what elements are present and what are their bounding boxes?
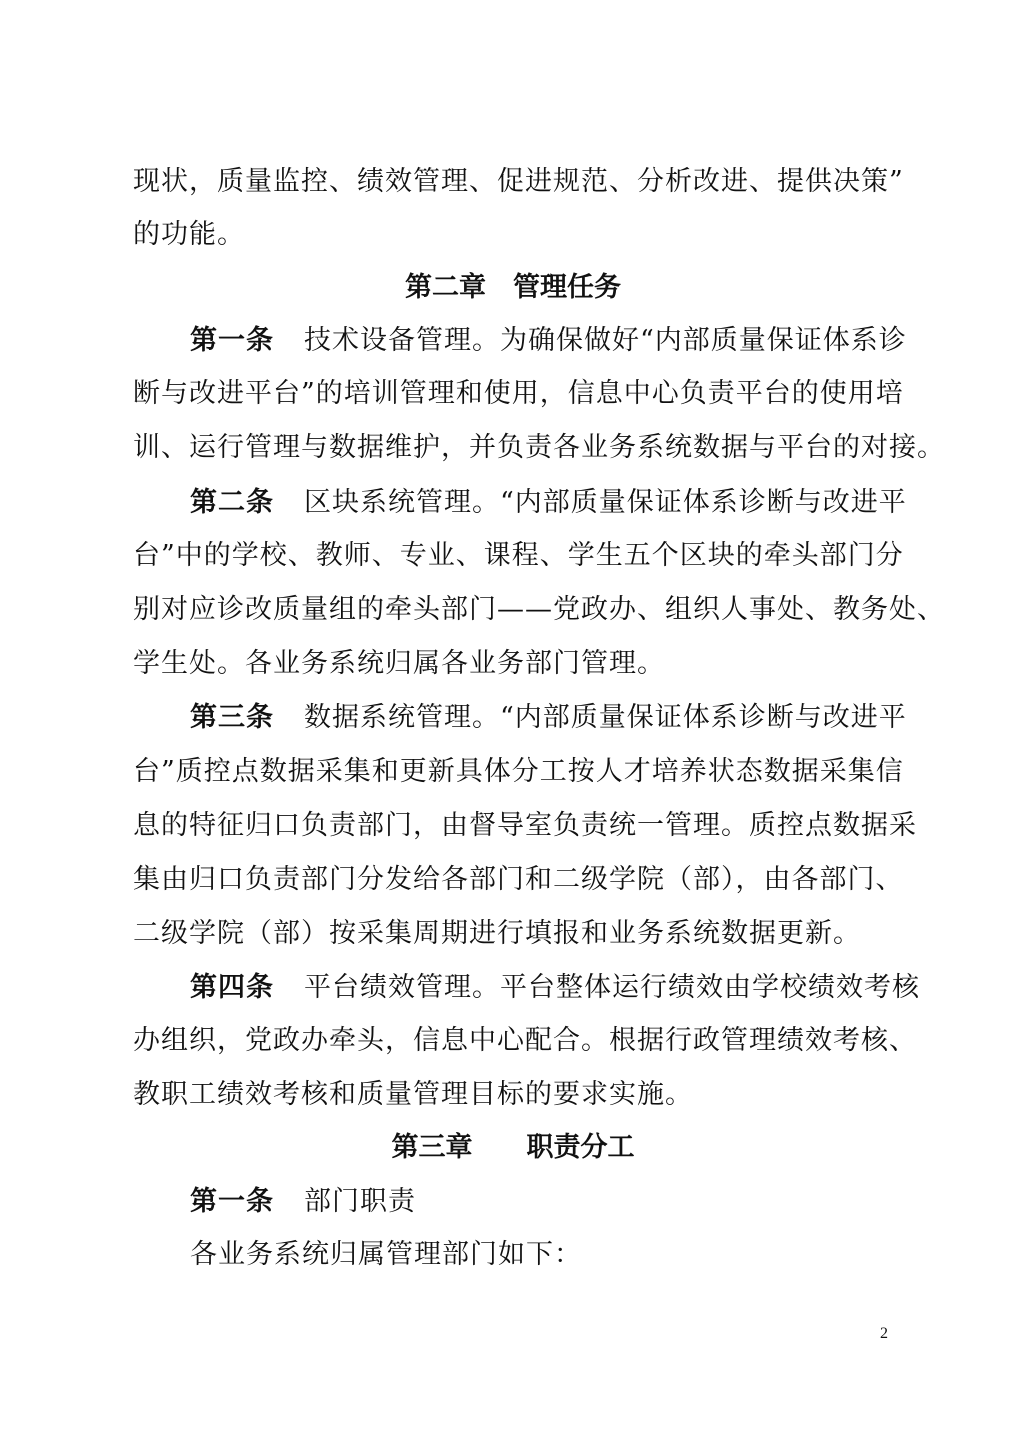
article-2-1-line-3: 训、运行管理与数据维护，并负责各业务系统数据与平台的对接。 [133,432,945,463]
article-2-3-line-2: 台”质控点数据采集和更新具体分工按人才培养状态数据采集信 [133,756,904,787]
chapter-3-title: 第三章 职责分工 [391,1132,635,1163]
article-2-3-line-1 [190,702,907,734]
article-2-1-line-2: 断与改进平台”的培训管理和使用，信息中心负责平台的使用培 [133,378,904,409]
article-label: 第一条 [190,325,274,356]
article-2-4-line-1 [190,972,920,1004]
article-2-1-line-1 [190,325,907,357]
article-label: 第四条 [190,972,274,1003]
intro-line-2: 的功能。 [133,219,245,250]
article-2-4-line-3: 教职工绩效考核和质量管理目标的要求实施。 [133,1079,693,1110]
article-2-3-line-5: 二级学院（部）按采集周期进行填报和业务系统数据更新。 [133,918,861,949]
article-text: 区块系统管理。“内部质量保证体系诊断与改进平 [304,487,907,518]
article-label: 第二条 [190,487,274,518]
intro-line-1: 现状，质量监控、绩效管理、促进规范、分析改进、提供决策” [133,166,904,197]
article-text: 平台绩效管理。平台整体运行绩效由学校绩效考核 [304,972,920,1003]
article-label: 第三条 [190,702,274,733]
article-2-3-line-3: 息的特征归口负责部门，由督导室负责统一管理。质控点数据采 [133,810,917,841]
article-2-3-line-4: 集由归口负责部门分发给各部门和二级学院（部），由各部门、 [133,864,904,895]
article-text: 部门职责 [304,1186,416,1217]
article-text: 技术设备管理。为确保做好“内部质量保证体系诊 [304,325,907,356]
article-2-2-line-3: 别对应诊改质量组的牵头部门——党政办、组织人事处、教务处、 [133,594,945,625]
page-number: 2 [880,1325,888,1342]
article-2-2-line-2: 台”中的学校、教师、专业、课程、学生五个区块的牵头部门分 [133,540,904,571]
chapter-2-title: 第二章 管理任务 [405,272,621,303]
article-3-1-line-1 [190,1186,893,1218]
chapter-3-intro: 各业务系统归属管理部门如下： [190,1239,582,1270]
article-label: 第一条 [190,1186,274,1217]
article-2-2-line-1 [190,487,907,519]
article-text: 数据系统管理。“内部质量保证体系诊断与改进平 [304,702,907,733]
article-2-4-line-2: 办组织，党政办牵头，信息中心配合。根据行政管理绩效考核、 [133,1025,917,1056]
article-2-2-line-4: 学生处。各业务系统归属各业务部门管理。 [133,648,665,679]
